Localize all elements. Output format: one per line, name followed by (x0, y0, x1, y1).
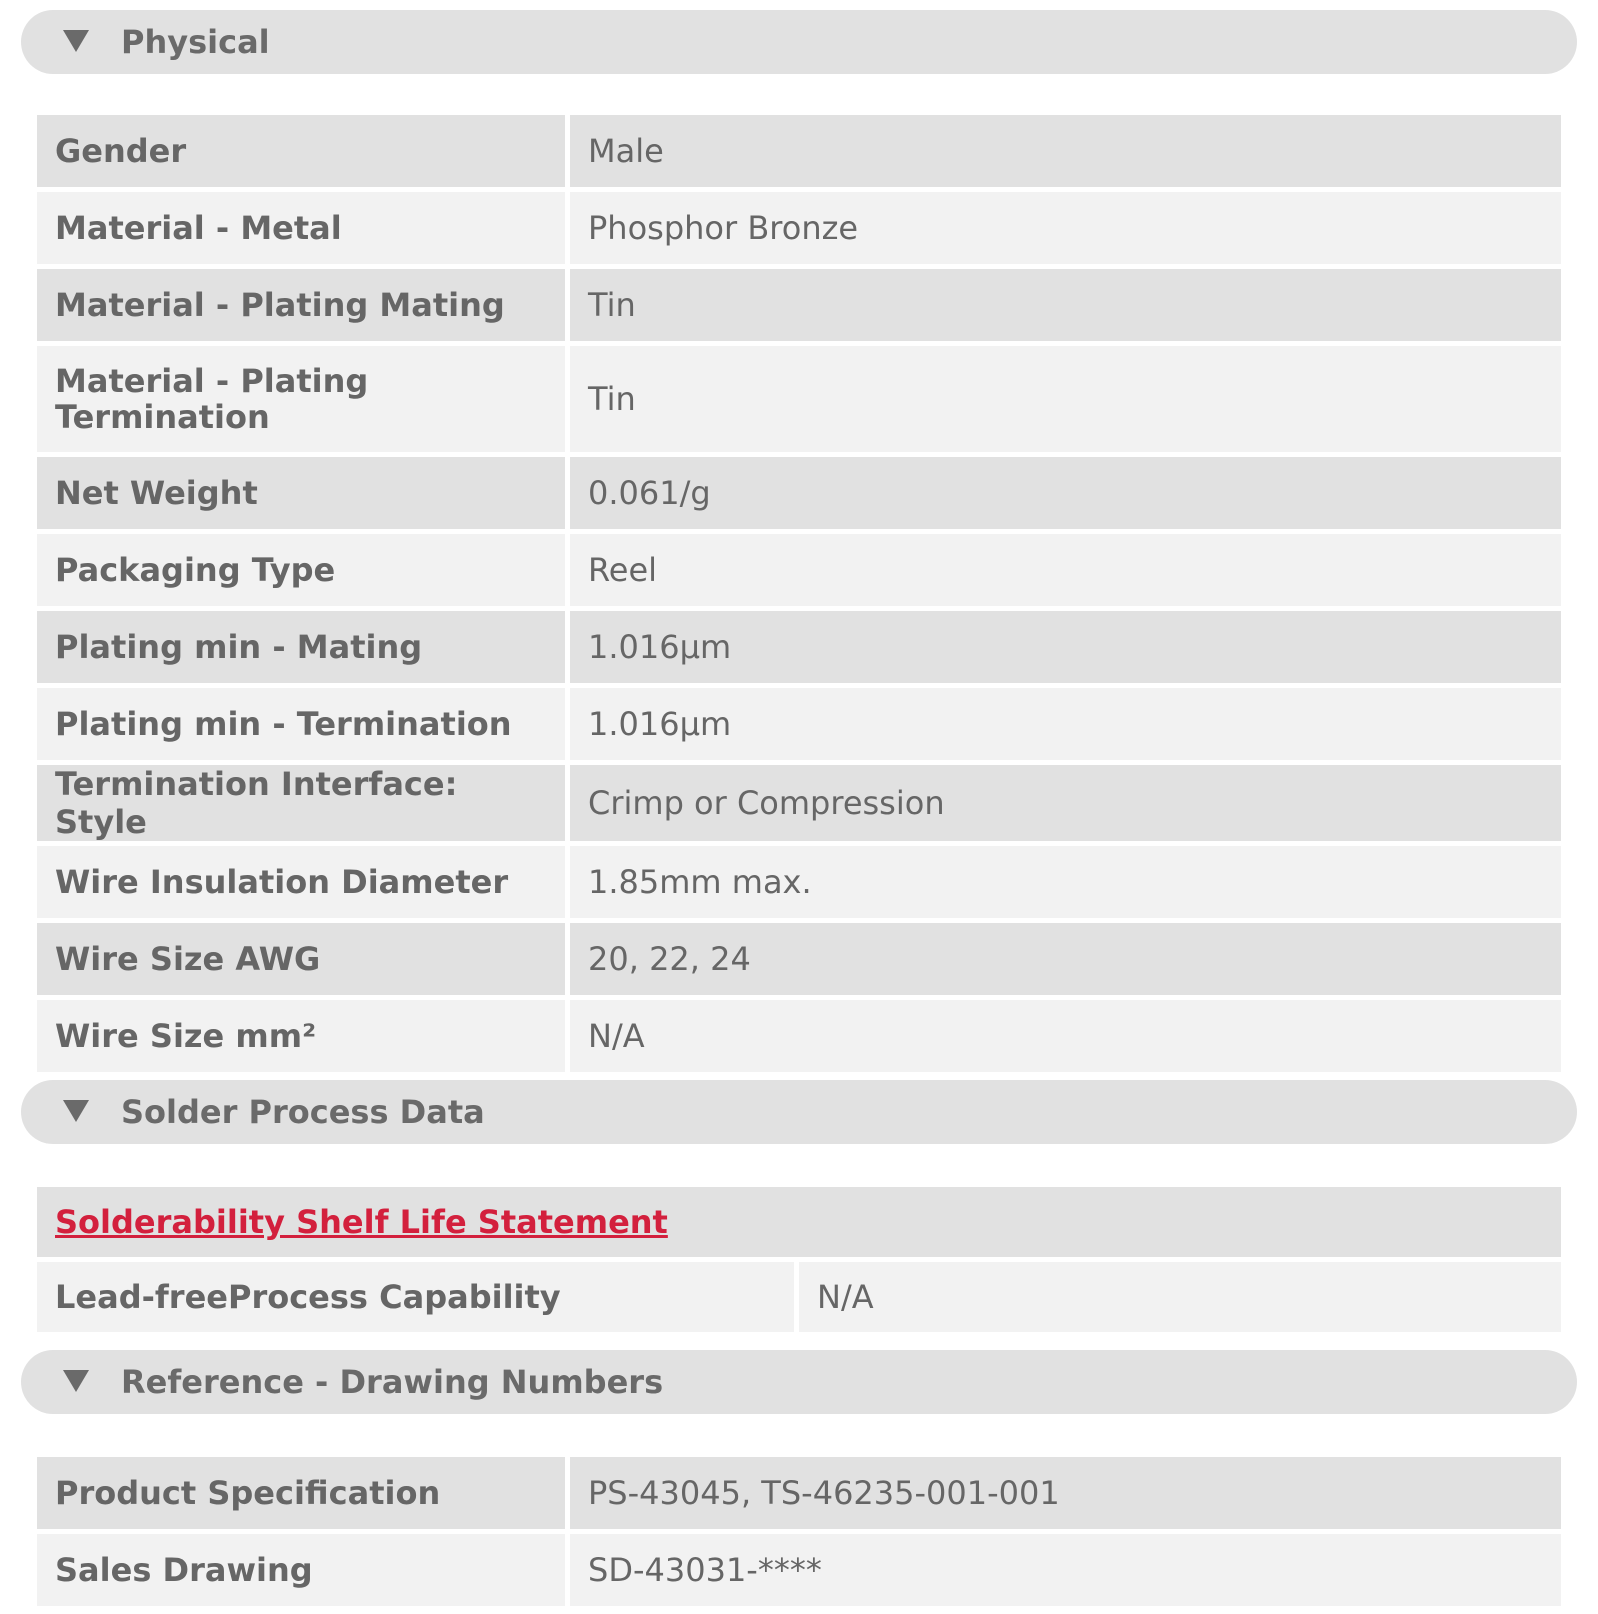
spec-value: PS-43045, TS-46235-001-001 (570, 1457, 1561, 1529)
spec-value: Phosphor Bronze (570, 192, 1561, 264)
table-row (37, 923, 1561, 995)
table-row (37, 765, 1561, 841)
spec-label: Material - Metal (37, 192, 570, 264)
section-title: Physical (121, 23, 270, 61)
section-title: Reference - Drawing Numbers (121, 1363, 664, 1401)
table-row (37, 1187, 1561, 1257)
spec-value: Male (570, 115, 1561, 187)
table-row (37, 192, 1561, 264)
section-title: Solder Process Data (121, 1093, 485, 1131)
collapse-triangle-icon[interactable] (63, 1100, 89, 1122)
table-row (37, 1534, 1561, 1606)
table-row (37, 1457, 1561, 1529)
spec-value: Tin (570, 346, 1561, 452)
spec-label: Plating min - Mating (37, 611, 570, 683)
physical-spec-table (37, 110, 1561, 1077)
spec-label: Gender (37, 115, 570, 187)
spec-label: Packaging Type (37, 534, 570, 606)
spec-label: Material - Plating Mating (37, 269, 570, 341)
spec-label: Material - Plating Termination (37, 346, 570, 452)
spec-value: SD-43031-**** (570, 1534, 1561, 1606)
solderability-shelf-life-link[interactable]: Solderability Shelf Life Statement (55, 1203, 668, 1241)
spec-value: Reel (570, 534, 1561, 606)
spec-label: Wire Insulation Diameter (37, 846, 570, 918)
link-cell (37, 1187, 1561, 1257)
table-row (37, 115, 1561, 187)
spec-label: Sales Drawing (37, 1534, 570, 1606)
spec-value: Crimp or Compression (570, 765, 1561, 841)
reference-drawing-table (37, 1452, 1561, 1611)
spec-label: Lead-freeProcess Capability (37, 1262, 799, 1332)
spec-value: 1.016µm (570, 611, 1561, 683)
section-header-solder-process-data[interactable] (21, 1080, 1577, 1144)
spec-value: 0.061/g (570, 457, 1561, 529)
collapse-triangle-icon[interactable] (63, 30, 89, 52)
section-header-reference-drawing-numbers[interactable] (21, 1350, 1577, 1414)
spec-label: Net Weight (37, 457, 570, 529)
spec-label: Wire Size AWG (37, 923, 570, 995)
table-row (37, 346, 1561, 452)
section-header-physical[interactable] (21, 10, 1577, 74)
table-row (37, 269, 1561, 341)
table-row (37, 457, 1561, 529)
spec-label: Product Specification (37, 1457, 570, 1529)
spec-label: Wire Size mm² (37, 1000, 570, 1072)
table-row (37, 1000, 1561, 1072)
table-row (37, 1262, 1561, 1332)
spec-label: Termination Interface: Style (37, 765, 570, 841)
table-row (37, 611, 1561, 683)
spec-value: 1.85mm max. (570, 846, 1561, 918)
table-row (37, 688, 1561, 760)
spec-value: Tin (570, 269, 1561, 341)
spec-value: 1.016µm (570, 688, 1561, 760)
solder-process-table (37, 1182, 1561, 1337)
table-row (37, 534, 1561, 606)
spec-value: 20, 22, 24 (570, 923, 1561, 995)
spec-value: N/A (570, 1000, 1561, 1072)
spec-value: N/A (799, 1262, 1561, 1332)
table-row (37, 846, 1561, 918)
spec-label: Plating min - Termination (37, 688, 570, 760)
collapse-triangle-icon[interactable] (63, 1370, 89, 1392)
